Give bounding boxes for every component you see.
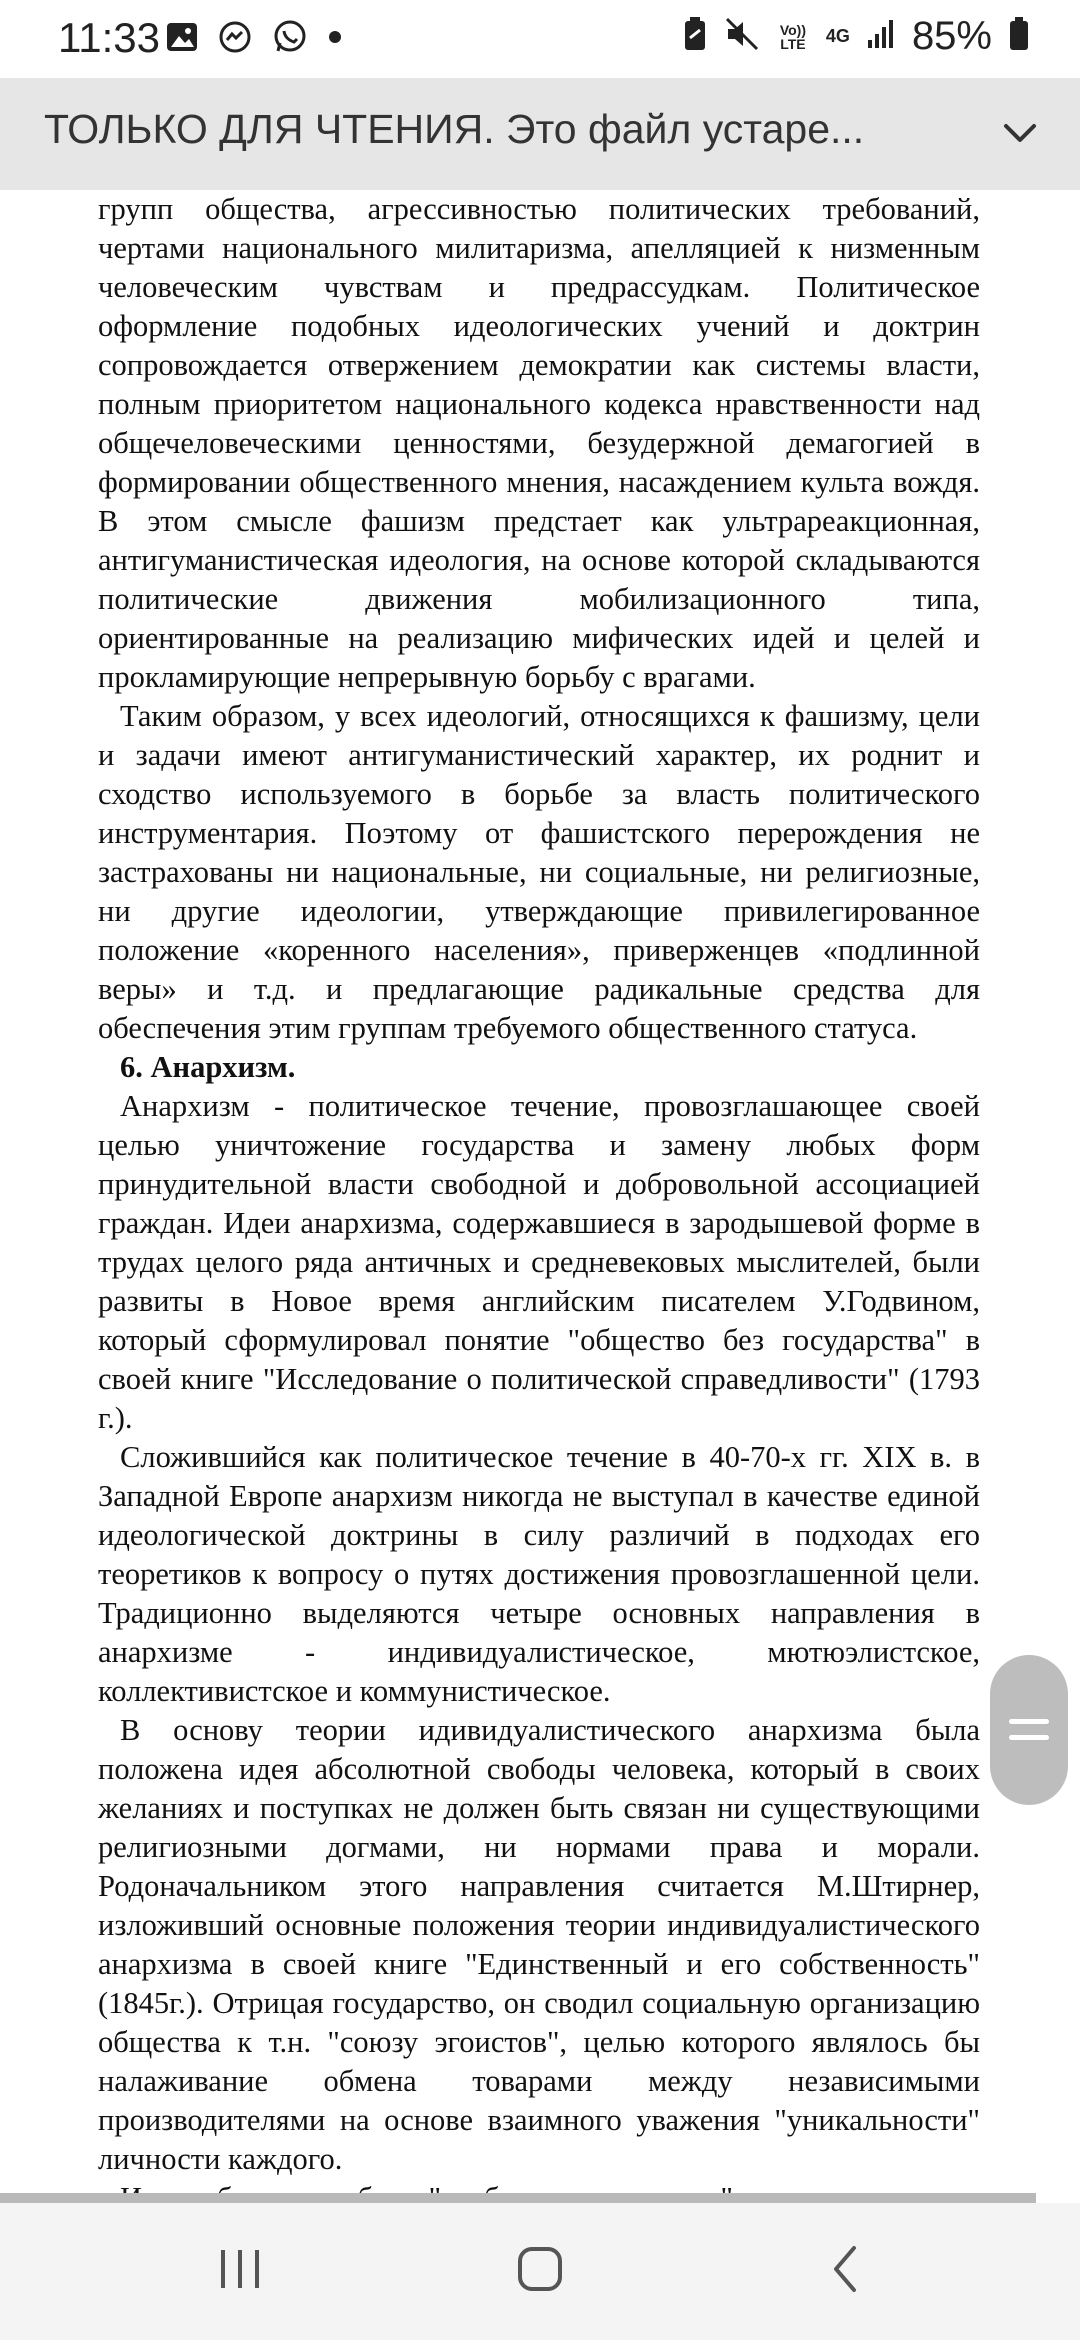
section-heading: 6. Анархизм.: [120, 1050, 296, 1084]
chevron-down-icon[interactable]: [1000, 116, 1040, 155]
gallery-icon: [165, 20, 199, 59]
battery-saver-icon: [682, 16, 708, 57]
back-button[interactable]: [775, 2203, 915, 2340]
status-bar: [0, 0, 1080, 78]
paragraph: групп общества, агрессивностью политических требований, чертами национального милитаризма, апелляцией к низменным человеческим чувствам и предрассудкам. Политическое оформление подобных идеологических учений и доктрин сопровождается отвержением демократии как системы власти, полным приоритетом национального кодекса нравственности над общечеловеческими ценностями, безудержной демагогией в формировании общественного мнения, насаждением культа вождя. В этом смысле фашизм предстает как ультрареакционная, антигуманистическая идеология, на основе которой складываются политические движения мобилизационного типа, ориентированные на реализацию мифических идей и целей и прокламирующие непрерывную борьбу с врагами.: [98, 192, 980, 694]
mute-icon: [724, 16, 760, 57]
handle-grip-line: [1009, 1735, 1049, 1740]
volte-label: Vo)) LTE: [779, 21, 807, 52]
handle-grip-line: [1009, 1719, 1049, 1724]
page-divider: [0, 2193, 1036, 2203]
network-label: 4G: [825, 26, 850, 46]
dot-icon: [327, 29, 343, 50]
paragraph: Анархизм - политическое течение, провозглашающее своей целью уничтожение государства и замену любых форм принудительной власти свободной и добровольной ассоциацией граждан. Идеи анархизма, содержавшиеся в зародышевой форме в трудах целого ряда античных и средневековых мыслителей, были развиты в Новое время английским писателем У.Годвином, который сформулировал понятие "общество без государства" в своей книге "Исследование о политической справедливости" (1793 г.).: [98, 1089, 980, 1435]
paragraph: В основу теории идивидуалистического анархизма была положена идея абсолютной свободы человека, который в своих желаниях и поступках не должен быть связан ни существующими религиозными догмами, ни нормами права и морали. Родоначальником этого направления считается М.Штирнер, изложивший основные положения теории индивидуалистического анархизма в своей книге "Единственный и его собственность" (1845г.). Отрицая государство, он сводил социальную организацию общества к т.н. "союзу эгоистов", целью которого являлось бы налаживание обмена товарами между независимыми производителями на основе взаимного уважения "уникальности" личности каждого.: [98, 1713, 980, 2176]
back-icon: [828, 2244, 862, 2299]
read-only-banner-text: ТОЛЬКО ДЛЯ ЧТЕНИЯ. Это файл устаре...: [44, 106, 865, 152]
home-icon: [515, 2244, 565, 2299]
paragraph: Сложившийся как политическое течение в 40-70-х гг. XIX в. в Западной Европе анархизм никогда не выступал в качестве единой идеологической доктрины в силу различий в подходах его теоретиков к вопросу о путях достижения провозглашенной цели. Традиционно выделяются четыре основных направления в анархизме - индивидуалистическое, мютюэлистское, коллективистское и коммунистическое.: [98, 1440, 980, 1708]
recent-apps-icon: [215, 2246, 265, 2297]
battery-percent: 85%: [911, 14, 992, 58]
recent-apps-button[interactable]: [170, 2203, 310, 2340]
document-page[interactable]: [98, 190, 980, 2200]
4g-icon: [826, 26, 850, 47]
scroll-handle[interactable]: [990, 1655, 1068, 1805]
signal-icon: [866, 18, 896, 55]
messenger-icon: [217, 19, 253, 60]
whatsapp-icon: [271, 18, 309, 61]
system-status-icons: [682, 14, 1030, 59]
paragraph: Таким образом, у всех идеологий, относящихся к фашизму, цели и задачи имеют антигуманистический характер, их роднит и сходство используемого в борьбе за власть политического инструментария. Поэтому от фашистского перерождения не застрахованы ни национальные, ни социальные, ни религиозные, ни другие идеологии, утверждающие привилегированное положение «коренного населения», приверженцев «подлинной веры» и т.д. и предлагающие радикальные средства для обеспечения этим группам требуемого общественного статуса.: [98, 699, 980, 1045]
home-button[interactable]: [470, 2203, 610, 2340]
read-only-banner[interactable]: [0, 78, 1080, 190]
notification-icons: [165, 18, 343, 61]
status-time: 11:33: [58, 14, 160, 61]
volte-icon: [776, 23, 810, 51]
battery-icon: [1008, 16, 1030, 57]
navigation-bar: [0, 2203, 1080, 2340]
